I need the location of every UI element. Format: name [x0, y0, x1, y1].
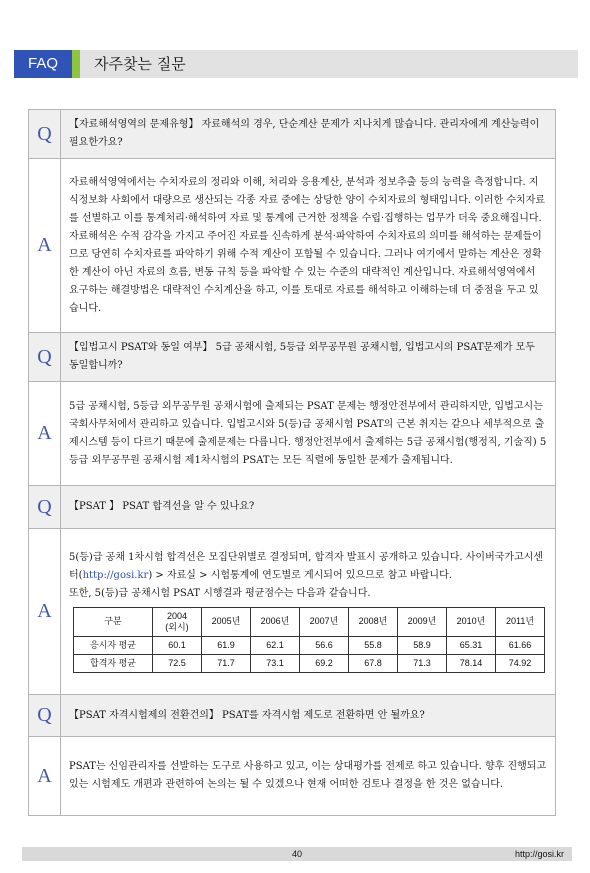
- answer-row: [29, 737, 556, 816]
- q-mark: Q: [29, 333, 61, 382]
- answer-row: [29, 529, 556, 695]
- year-header: 2007년: [300, 607, 349, 636]
- table-cell: 58.9: [398, 636, 447, 654]
- psat-score-table: [73, 607, 545, 673]
- year-header: 2011년: [496, 607, 545, 636]
- q-mark: Q: [29, 110, 61, 159]
- table-cell: 65.31: [447, 636, 496, 654]
- year-header: 2010년: [447, 607, 496, 636]
- row-label: 응시자 평균: [74, 636, 153, 654]
- table-cell: 78.14: [447, 654, 496, 672]
- table-cell: 55.8: [349, 636, 398, 654]
- gosi-link[interactable]: http://gosi.kr: [82, 569, 149, 581]
- footer-site-link[interactable]: http://gosi.kr: [514, 849, 564, 859]
- table-row: [74, 654, 545, 672]
- year-header: 2006년: [251, 607, 300, 636]
- header-accent: [72, 50, 80, 78]
- answer-text: 또한, 5(등)급 공채시험 PSAT 시행결과 평균점수는 다음과 같습니다.: [69, 587, 371, 599]
- a-mark: A: [29, 159, 61, 333]
- question-row: [29, 486, 556, 529]
- year-header: 2004 (외시): [153, 607, 202, 636]
- question-row: [29, 110, 556, 159]
- question-text: 【PSAT 자격시험제의 전환건의】 PSAT를 자격시험 제도로 전환하면 안 될까요?: [61, 695, 556, 737]
- a-mark: A: [29, 382, 61, 486]
- answer-text: ) > 자료실 > 시험통계에 연도별로 게시되어 있으므로 참고 바랍니다.: [148, 569, 452, 581]
- answer-text: 5급 공채시험, 5등급 외무공무원 공채시험에 출제되는 PSAT 문제는 행정안전부에서 관리하지만, 입법고시는 국회사무처에서 관리하고 있습니다. 입법고시와 5(등)급 공채시험 PSAT의 근본 취지는 같으나 세부적으로 출제시스템 등이 다르기 때문에 출제문제는 다릅니다. 행정안전부에서 출제하는 5급 공채시험(행정직, 기술직) 5등급 외무공무원 공채시험 제1차시험의 PSAT는 모든 직렬에 동일한 문제가 출제됩니다.: [61, 382, 556, 486]
- table-cell: 71.7: [202, 654, 251, 672]
- table-cell: 69.2: [300, 654, 349, 672]
- answer-text: 자료해석영역에서는 수치자료의 정리와 이해, 처리와 응용계산, 분석과 정보추출 등의 능력을 측정합니다. 지식정보화 사회에서 대량으로 생산되는 각종 자료 중에는 상당한 양이 수치자료의 형태입니다. 이러한 수치자료를 선별하고 이를 통계처리·해석하여 자료 및 통계에 근거한 정책을 수립·집행하는 업무가 더욱 중요해집니다. 자료해석은 수적 감각을 가지고 주어진 자료를 신속하게 분석·파악하여 수치자료의 의미를 해석하는 문제들이므로 당연히 수치자료를 파악하기 위해 수적 계산이 포함될 수 있습니다. 그러나 여기에서 말하는 계산은 정확한 계산이 아닌 자료의 흐름, 변동 규칙 등을 파악할 수 있는 수준의 대략적인 계산입니다. 자료해석영역에서 요구하는 해결방법은 대략적인 수치계산을 하고, 이를 토대로 자료를 해석하고 이해하는데 더 중점을 두고 있습니다.: [61, 159, 556, 333]
- table-cell: 61.9: [202, 636, 251, 654]
- answer-text: PSAT는 신임관리자를 선발하는 도구로 사용하고 있고, 이는 상대평가를 전제로 하고 있습니다. 향후 진행되고 있는 시험제도 개편과 관련하여 논의는 될 수 있겠으나 현재 어떠한 검토나 결정을 한 것은 없습니다.: [61, 737, 556, 816]
- year-header: 2005년: [202, 607, 251, 636]
- page-number: 40: [291, 849, 302, 859]
- page-footer: [22, 847, 572, 861]
- answer-row: [29, 382, 556, 486]
- question-text: 【자료해석영역의 문제유형】 자료해석의 경우, 단순계산 문제가 지나치게 많습니다. 관리자에게 계산능력이 필요한가요?: [61, 110, 556, 159]
- table-corner-cell: 구분: [74, 607, 153, 636]
- page-header: [14, 50, 578, 78]
- table-cell: 60.1: [153, 636, 202, 654]
- year-header: 2009년: [398, 607, 447, 636]
- a-mark: A: [29, 737, 61, 816]
- a-mark: A: [29, 529, 61, 695]
- table-cell: 61.66: [496, 636, 545, 654]
- table-cell: 56.6: [300, 636, 349, 654]
- table-cell: 62.1: [251, 636, 300, 654]
- table-header-row: [74, 607, 545, 636]
- page-title: 자주찾는 질문: [80, 50, 578, 78]
- answer-block: [61, 529, 556, 695]
- table-cell: 71.3: [398, 654, 447, 672]
- answer-text: 5(등)급 공채 1차시험 합격선은 모집단위별로 결정되며, 합격자 발표시 공개하고 있습니다. 사이버국가고시센터(: [69, 551, 544, 581]
- answer-row: [29, 159, 556, 333]
- table-cell: 72.5: [153, 654, 202, 672]
- table-cell: 67.8: [349, 654, 398, 672]
- table-cell: 73.1: [251, 654, 300, 672]
- question-text: 【입법고시 PSAT와 동일 여부】 5급 공채시험, 5등급 외무공무원 공채시험, 입법고시의 PSAT문제가 모두 동일합니까?: [61, 333, 556, 382]
- faq-tag: FAQ: [14, 50, 72, 78]
- question-text: 【PSAT 】 PSAT 합격선을 알 수 있나요?: [61, 486, 556, 529]
- table-cell: 74.92: [496, 654, 545, 672]
- faq-table: [28, 109, 556, 816]
- q-mark: Q: [29, 695, 61, 737]
- question-row: [29, 333, 556, 382]
- row-label: 합격자 평균: [74, 654, 153, 672]
- year-header: 2008년: [349, 607, 398, 636]
- q-mark: Q: [29, 486, 61, 529]
- question-row: [29, 695, 556, 737]
- table-row: [74, 636, 545, 654]
